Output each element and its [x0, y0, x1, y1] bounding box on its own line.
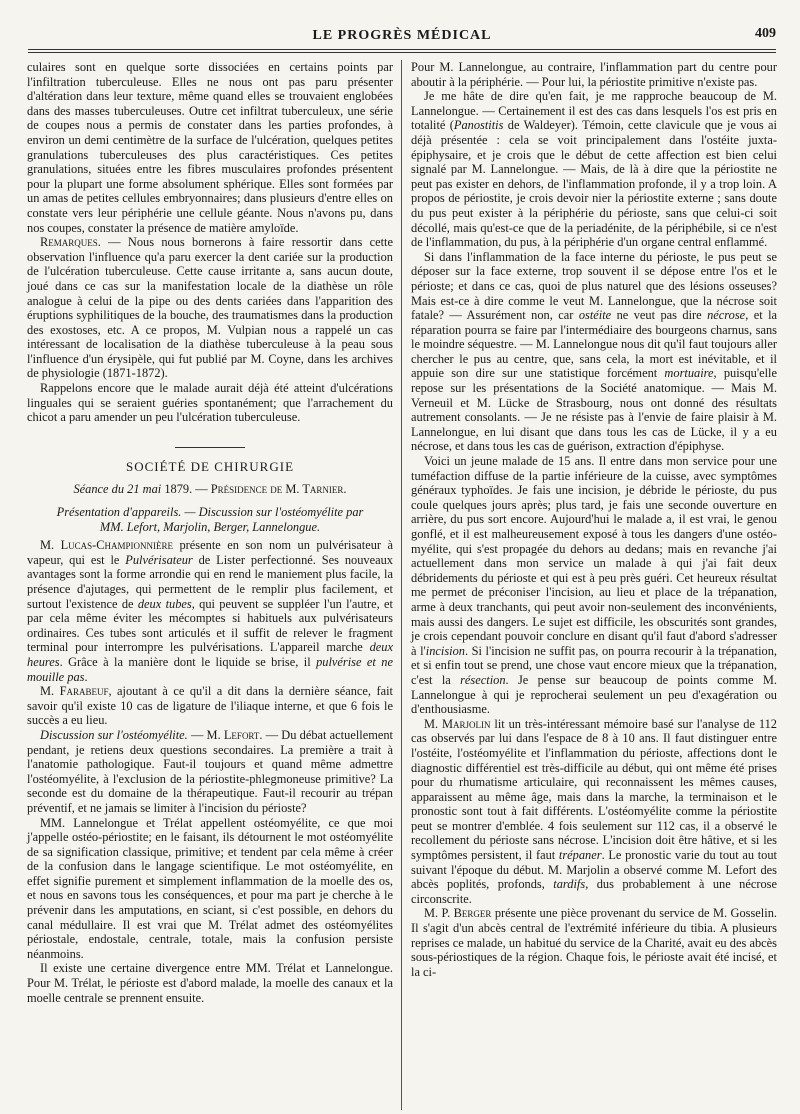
text-run: — Du débat actuellement pendant, je retiens deux questions secondaires. La première a trait à l'anatomie pathologique. Faut-il toujours et quand même admettre l'ostéomyélite, à l'exclusion de la périostite-phlegmoneuse primitive? La seconde est du domaine de la thérapeutique. Faut-il recourir au trépan préventif, et ne jamais se limiter à l'incision du périoste?: [27, 727, 393, 815]
text-run: .: [84, 669, 88, 684]
text-run: Je me hâte de dire qu'en fait, je me rapproche beaucoup de M. Lannelongue. — Certainement il est des cas dans lesquels l'os est pris en totalité (: [411, 89, 777, 133]
text-run: . Grâce à la manière dont le liquide se brise, il: [59, 654, 317, 669]
text-run: de Waldeyer). Témoin, cette clavicule que je vous ai déjà présentée : cela se voit principalement dans l'ostéite juxta-épiphysaire, et je crois que le début de cette affection est bien celui signalé par M. Lannelongue. — Mais, de là à dire que la périostite ne peut pas exister en dehors, de l'inflammation profonde, il y a trop loin. A propos de périostite, je crois devoir nier la périostite externe ; sans doute du pus peut exister à la périphérie du périoste, sans que celui-ci soit décollé, mais qu'est-ce que de la periadénite, de la périphébile, si ce n'est de l'inflammation, du pus, à la périphérie d'un organe central enflammé.: [411, 118, 777, 250]
text-run: Si dans l'inflammation de la face interne du périoste, le pus peut se déposer sur la face externe, trop souvent il se dépose entre l'os et le périoste; et dans ce cas, quoi de plus naturel que des lésions osseuses? Mais est-ce à dire comme le veut M. Lannelongue, que la nécrose soit fatale? — Assurément non, car: [411, 249, 777, 323]
paragraph: Il existe une certaine divergence entre MM. Trélat et Lannelongue. Pour M. Trélat, le périoste est d'abord malade, la moelle des canaux et la moelle centrale se prennent ensuite.: [27, 961, 393, 1005]
paragraph: [411, 250, 777, 454]
discussion-label: Discussion sur l'ostéomyélite.: [40, 727, 188, 742]
berger-paragraph: [411, 906, 777, 979]
section-separator: [175, 447, 245, 448]
discussion-paragraph: [27, 728, 393, 816]
remarks-label: Remarques.: [40, 235, 101, 250]
column-divider: [401, 60, 402, 1110]
speaker-name: M. Marjolin: [424, 716, 491, 731]
paragraph: Rappelons encore que le malade aurait déjà été atteint d'ulcérations linguales qui se seraient guéries spontanément; que l'arrachement du chicot a paru amender un peu l'ulcération tuberculeuse.: [27, 381, 393, 425]
text-run: . Je pense sur beaucoup de points comme M. Lannelongue à qui je reprocherai seulement un peu d'exagération ou d'enthousiasme.: [411, 672, 777, 717]
emphasis: Pulvérisateur: [125, 552, 193, 567]
session-summary: [27, 505, 393, 534]
emphasis: résection: [460, 672, 506, 687]
section-title: SOCIÉTÉ DE CHIRURGIE: [125, 458, 295, 474]
text-run: , et la réparation pourra se faire par l'intermédiaire des bourgeons charnus, sans le moindre séquestre. — M. Lannelongue nous dit qu'il faut toujours aller chercher le pus au centre, que, sans cela, la mort est inévitable, et il appuie son dire sur une statistique forcément: [411, 308, 778, 381]
emphasis: trépaner: [558, 848, 602, 863]
summary-line-1: Présentation d'appareils. — Discussion sur l'ostéomyélite par: [56, 505, 364, 520]
paragraph: [411, 89, 777, 250]
emphasis: ostéite: [578, 308, 612, 323]
emphasis: deux tubes: [137, 596, 192, 611]
emphasis: nécrose: [707, 308, 746, 323]
lucas-paragraph: [27, 538, 393, 684]
left-column: [27, 60, 393, 1005]
text-run: ne veut pas dire: [611, 308, 708, 323]
emphasis: tardifs: [553, 877, 586, 892]
text-run: de Lister perfectionné. Ses nouveaux avantages sont la forme arrondie qui en rend le maniement plus facile, la présence d'ajutages, qui permettent de le remplir plus facilement, et surtout l'existence de: [27, 552, 394, 611]
running-title: LE PROGRÈS MÉDICAL: [312, 28, 492, 43]
text-run: . Si l'incision ne suffit pas, on pourra recourir à la trépanation, et si enfin tout se prend, une chose vaut encore mieux que la trépanation, c'est la: [411, 643, 777, 687]
speaker-name: M. Lucas-Championnière: [40, 538, 174, 553]
header-rule: [28, 49, 776, 50]
page-number: 409: [755, 26, 776, 41]
page-header: [28, 22, 776, 50]
emphasis: incision: [425, 643, 465, 658]
session-date: Séance du 21 mai: [73, 482, 162, 497]
speaker-name: M. P. Berger: [424, 906, 492, 921]
emphasis: pulvérise et ne mouille pas: [27, 654, 393, 684]
text-run: lit un très-intéressant mémoire basé sur l'analyse de 112 cas observés par lui dans l'espace de 8 à 10 ans. Il faut distinguer entre l'ostéite, l'ostéomyélite et l'inflammation du périoste, affections dont le diagnostic différentiel est très-difficile au début, qui ont même été prises pour du rhumatisme articulaire, qui reconnaissent les mêmes causes, apparaissent au même âge, mais dans la marche, la terminaison et le pronostic sont tout à fait différents. L'ostéomyélite comme la périostite peut se montrer d'emblée. 4 fois seulement sur 112 cas, il a observé le recollement du périoste sans nécrose. L'incision doit être hâtive, et si les symptômes persistent, il faut: [411, 716, 777, 863]
emphasis: mortuaire: [664, 366, 714, 381]
paragraph: culaires sont en quelque sorte dissociées en certains points par l'infiltration tuberculeuse. Elles ne nous ont pas paru présenter d'altération dans leur texture, même quand elles se trouvaient englobées dans des masses tuberculeuses. Outre cet infiltrat tuberculeux, une série de coupes nous a permis de constater dans les parties profondes, à environ un demi centimètre de la surface de l'ulcération, quelques petites granulations tuberculeuses des plus caractéristiques. Ces petites granulations, situées entre les fibres musculaires profondes présentent pour la plupart une forme absolument sphérique. Elles sont formées par un amas de petites cellules embryonnaires; dans plusieurs d'entre elles on constate vers leur périphérie une cellule géante. Nous n'avons pu, dans nos coupes, constater la présence de matière amyloïde.: [27, 60, 393, 235]
text-run: , qui peuvent se suppléer l'un l'autre, et par cela même éviter les mécomptes si habituels aux pulvérisateurs ordinaires. Ces tubes sont articulés et il suffit de relever le fragment terminal pour interrompre les pulvérisations. L'appareil marche: [27, 596, 393, 655]
session-line: [27, 482, 393, 497]
text-run: présente en son nom un pulvérisateur à vapeur, qui est le: [27, 538, 393, 567]
text-run: . Le pronostic varie du tout au tout suivant l'époque du début. M. Marjolin a observé comme M. Lefort des abcès poplités, profonds,: [411, 848, 777, 892]
text-run: , ajoutant à ce qu'il a dit dans la dernière séance, fait savoir qu'il existe 10 cas de ligature de l'iliaque interne, et que 6 fois le succès a eu lieu.: [27, 684, 393, 728]
session-presidency: 1879. — Présidence de M. Tarnier.: [161, 482, 347, 497]
paragraph: [411, 454, 777, 717]
header-rule-double: [28, 52, 776, 53]
speaker-name: — M. Lefort.: [187, 727, 263, 742]
remarks-paragraph: [27, 235, 393, 381]
farabeuf-paragraph: [27, 684, 393, 728]
text-run: présente une pièce provenant du service de M. Gosselin. Il s'agit d'un abcès central de l'extrémité inférieure du tibia. A plusieurs reprises ce malade, un habitué du service de la Charité, avait eu des abcès sous-périostiques de la région. Chaque fois, le périoste avait été incisé, et la ci-: [411, 906, 777, 979]
speaker-name: M. Farabeuf: [40, 684, 109, 699]
summary-line-2: MM. Lefort, Marjolin, Berger, Lannelongue.: [99, 519, 321, 534]
text-run: , puisqu'elle repose sur les présentations de la Société anatomique. — Mais M. Verneuil et M. Lücke de Strasbourg, nous ont donné des résultats autrement consolants. — Je ne résiste pas à l'envie de faire plaisir à M. Lannelongue, en lui disant que dans tous les cas de Lücke, il y a eu nécrose, et dans tous les cas de guérison, extraction d'épiphyse.: [411, 366, 777, 454]
paragraph: Pour M. Lannelongue, au contraire, l'inflammation part du centre pour aboutir à la périphérie. — Pour lui, la périostite primitive n'existe pas.: [411, 60, 777, 89]
text-run: , dus probablement à une nécrose circonscrite.: [411, 877, 777, 906]
paragraph: MM. Lannelongue et Trélat appellent ostéomyélite, ce que moi j'appelle ostéo-périostite; en le faisant, ils détournent le mot ostéomyélite de sa signification classique, primitive; et tendent par cela même à créer de la confusion dans le langage scientifique. Le mot ostéomyélite, en effet signifie purement et simplement inflammation de la moelle des os, et nous en savons tous les conséquences, et pour ma part je cherche à le prévenir dans les amputations, en sciant, si c'est possible, en dehors du canal médullaire. Il est vrai que M. Trélat admet des ostéomyélites périostale, endostale, centrale, totale, mais la confusion persiste néanmoins.: [27, 815, 393, 961]
text-run: Voici un jeune malade de 15 ans. Il entre dans mon service pour une tuméfaction diffuse de la partie inférieure de la cuisse, avec symptômes généraux typhoïdes. Je fais une incision, je débride le périoste, du pus coule quelques jours après; plus tard, je fais une seconde ouverture en arrière, du pus sort encore. Aujourd'hui le malade a, il est vrai, le genou gonflé, et il est malheureusement exposé à tous les dangers d'une ostéo-myélite, qui s'est propagée du dehors au dedans; mais en revanche j'ai actuellement dans mon service un malade à qui j'ai fait deux débridements du périoste et qui est à peu près guéri. Cet heureux résultat me permet de préconiser l'incision, au lieu et place de la trépanation, arme à deux tranchants, qui peut avoir non-seulement des inconvénients, mais aussi des dangers. Le sujet est difficile, les obscurités sont grandes, je crois cependant pouvoir conclure en disant qu'il faut d'abord s'adresser à l': [411, 454, 777, 658]
emphasis: deux heures: [27, 640, 393, 669]
marjolin-paragraph: [411, 717, 777, 907]
remarks-text: — Nous nous bornerons à faire ressortir dans cette observation l'influence qu'a paru exercer la dent cariée sur la production de l'ulcération tuberculeuse. Cette cause irritante a, sans aucun doute, joué dans ce cas sur la manifestation locale de la diathèse un rôle analogue à celui de la pipe ou des dents cariées dans l'apparition des éruptions syphilitiques de la bouche, des traumatismes dans la production des exostoses, etc. A ce propos, M. Vulpian nous a rappelé un cas intéressant de localisation de la diathèse tuberculeuse à la peau sous l'influence d'un érysipèle, qui fut publié par M. Coyne, dans les archives de physiologie (1871-1872).: [27, 235, 393, 381]
emphasis: Panostitis: [453, 118, 504, 133]
right-column: [411, 60, 777, 979]
